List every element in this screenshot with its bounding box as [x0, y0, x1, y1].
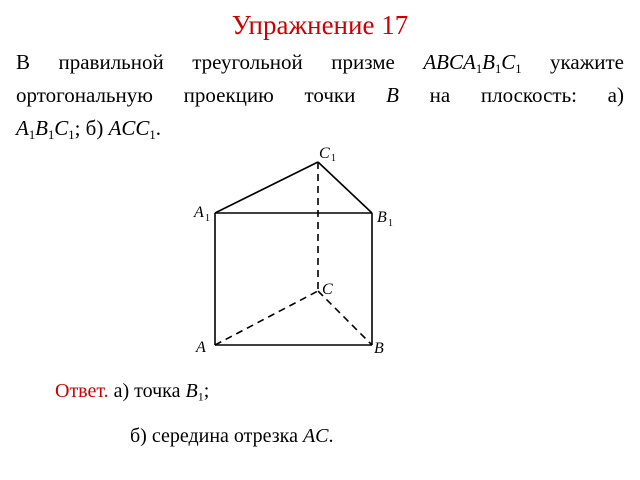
problem-text-start: В правильной треугольной призме: [16, 50, 424, 74]
edge-c-b: [318, 291, 372, 345]
subscript: 1: [494, 61, 502, 76]
edge-c1-b1: [318, 162, 372, 213]
problem-verb: укажите: [521, 50, 624, 74]
label-b: B: [374, 340, 384, 357]
plane2: ACC: [108, 116, 150, 140]
subscript: 1: [68, 127, 75, 142]
problem-line2: ортогональную проекцию точки: [16, 83, 387, 107]
subscript: 1: [47, 127, 55, 142]
prism-c1: C: [501, 50, 516, 74]
answer-line-b: [130, 425, 334, 448]
label-a1-sub: 1: [205, 213, 210, 224]
plane1-b: B: [35, 116, 48, 140]
subscript: 1: [149, 127, 156, 142]
prism-b1: B: [482, 50, 495, 74]
edge-a-c: [215, 291, 318, 345]
answer-a-end: ;: [203, 380, 210, 402]
answer-a-text: а) точка: [108, 380, 186, 402]
answer-line-a: [55, 380, 209, 403]
label-a: A: [196, 339, 206, 356]
label-c: C: [322, 281, 333, 298]
label-c1-sub: 1: [331, 153, 336, 164]
prism-name: ABCA: [423, 50, 476, 74]
label-b1-sub: 1: [388, 218, 393, 229]
subscript: 1: [475, 61, 483, 76]
answer-point: B: [185, 380, 198, 402]
plane1-a: A: [16, 116, 29, 140]
answer-b-text: б) середина отрезка: [130, 425, 303, 447]
answer-b-end: .: [328, 425, 334, 447]
point-b: B: [386, 83, 399, 107]
separator: ; б): [74, 116, 109, 140]
subscript: 1: [197, 389, 204, 404]
subscript: 1: [515, 61, 522, 76]
label-a1: A: [194, 204, 204, 221]
edge-a1-c1: [215, 162, 318, 213]
problem-line2-end: на плоскость: а): [398, 83, 624, 107]
label-c1: C: [319, 145, 330, 162]
label-b1: B: [377, 209, 387, 226]
page-title: Упражнение 17: [231, 10, 409, 40]
period: .: [155, 116, 161, 140]
answer-label: Ответ.: [55, 380, 109, 402]
plane1-c: C: [54, 116, 69, 140]
answer-segment: AC: [302, 425, 329, 447]
subscript: 1: [28, 127, 36, 142]
